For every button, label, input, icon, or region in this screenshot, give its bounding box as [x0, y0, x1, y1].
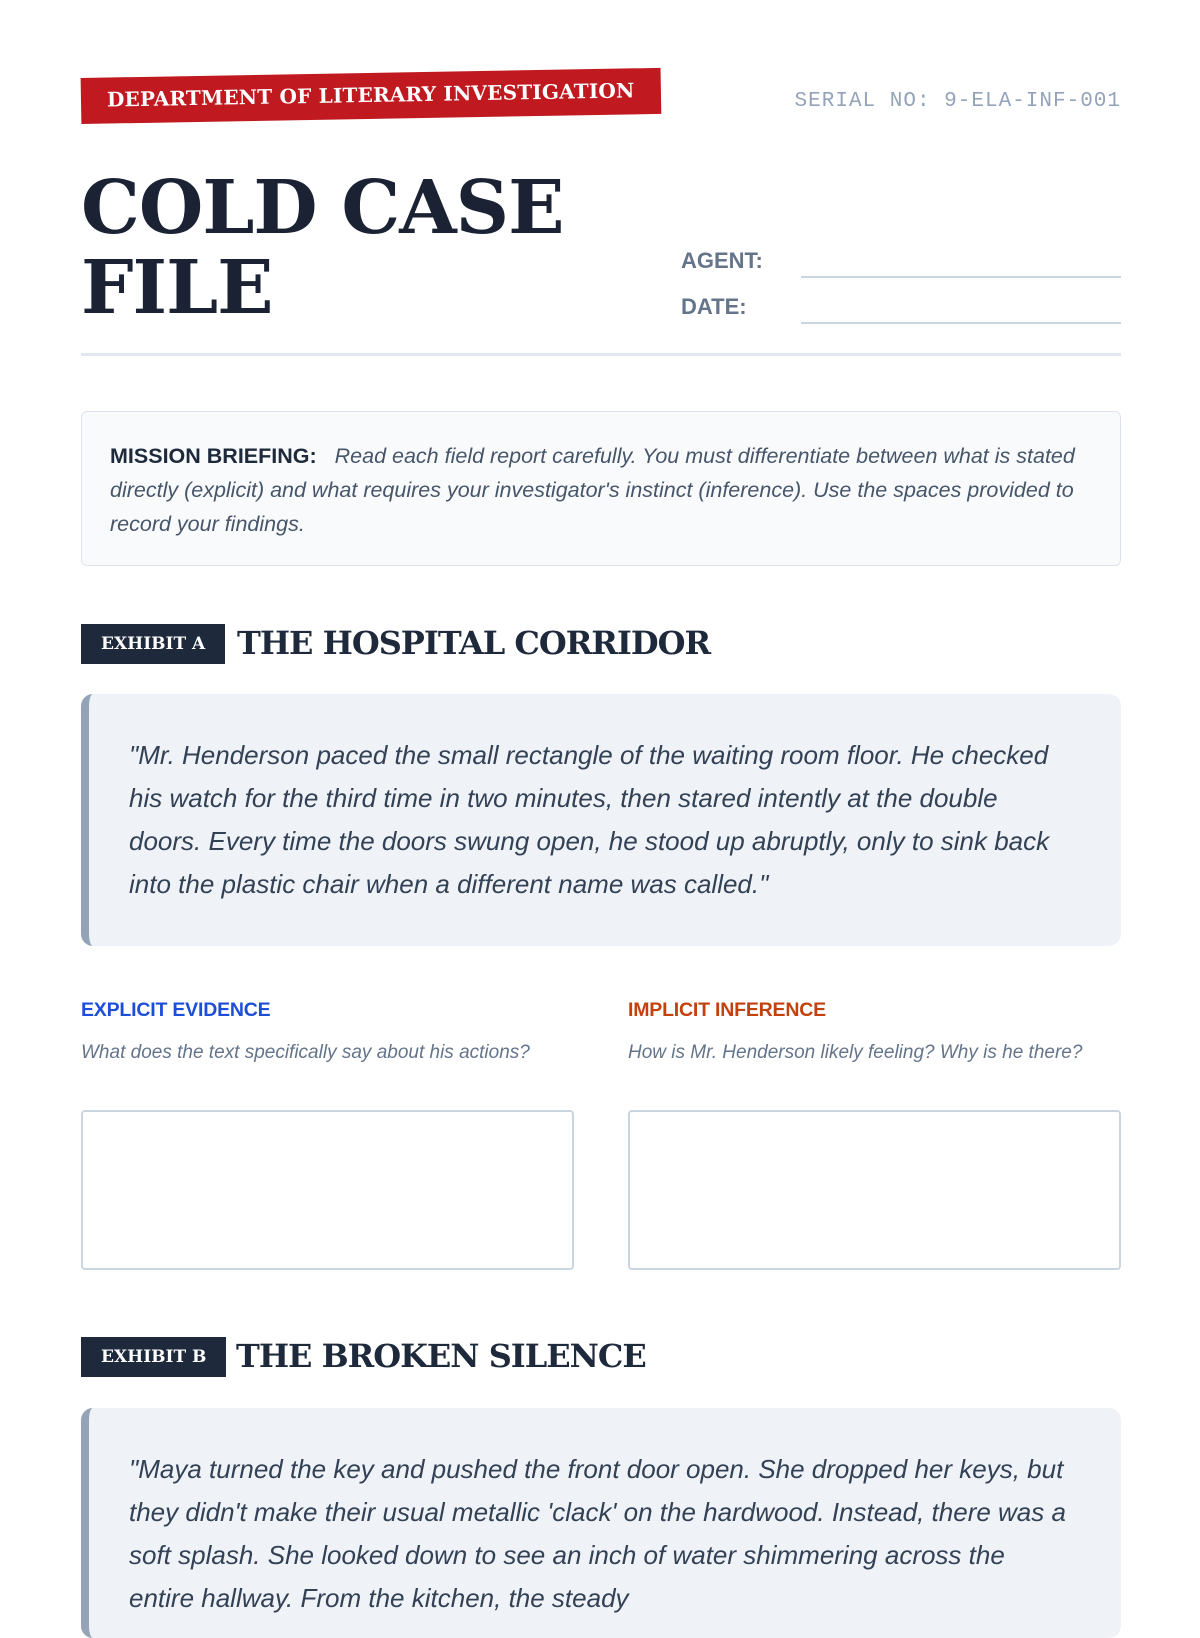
department-stamp: DEPARTMENT OF LITERARY INVESTIGATION — [81, 68, 661, 124]
agent-label: AGENT: — [681, 248, 763, 273]
date-input-line[interactable] — [801, 322, 1121, 324]
implicit-inference-label: IMPLICIT INFERENCE — [628, 999, 826, 1021]
page-title: COLD CASE FILE — [81, 165, 564, 331]
exhibit-b-tag: EXHIBIT B — [81, 1337, 226, 1377]
implicit-inference-answer-box[interactable] — [628, 1110, 1121, 1270]
explicit-evidence-answer-box[interactable] — [81, 1110, 574, 1270]
briefing-label: MISSION BRIEFING: — [110, 444, 317, 468]
explicit-evidence-prompt: What does the text specifically say about his actions? — [81, 1042, 530, 1063]
explicit-evidence-section — [81, 997, 574, 1270]
date-field[interactable] — [681, 294, 1121, 324]
serial-number: SERIAL NO: 9-ELA-INF-001 — [794, 90, 1121, 113]
exhibit-a-tag: EXHIBIT A — [81, 624, 225, 664]
implicit-inference-section — [628, 997, 1121, 1270]
mission-briefing — [81, 411, 1121, 566]
exhibit-a-title: THE HOSPITAL CORRIDOR — [237, 624, 711, 662]
implicit-inference-prompt: How is Mr. Henderson likely feeling? Why is he there? — [628, 1042, 1083, 1063]
exhibit-a-passage: "Mr. Henderson paced the small rectangle of the waiting room floor. He checked his watch for the third time in two minutes, then stared intently at the double doors. Every time the doors swung open, he stood up abruptly, only to sink back into the plastic chair when a different name was called." — [81, 694, 1121, 946]
date-label: DATE: — [681, 294, 747, 319]
exhibit-b-passage: "Maya turned the key and pushed the front door open. She dropped her keys, but they didn't make their usual metallic 'clack' on the hardwood. Instead, there was a soft splash. She looked down to see an inch of water shimmering across the entire hallway. From the kitchen, the steady — [81, 1408, 1121, 1638]
briefing-text: Read each field report carefully. You must differentiate between what is stated directly (explicit) and what requires your investigator's instinct (inference). Use the spaces provided to record your findings. — [110, 444, 1075, 536]
agent-input-line[interactable] — [801, 276, 1121, 278]
explicit-evidence-label: EXPLICIT EVIDENCE — [81, 999, 271, 1021]
exhibit-b-title: THE BROKEN SILENCE — [236, 1337, 646, 1375]
header-divider — [81, 353, 1121, 356]
agent-field[interactable] — [681, 248, 1121, 278]
